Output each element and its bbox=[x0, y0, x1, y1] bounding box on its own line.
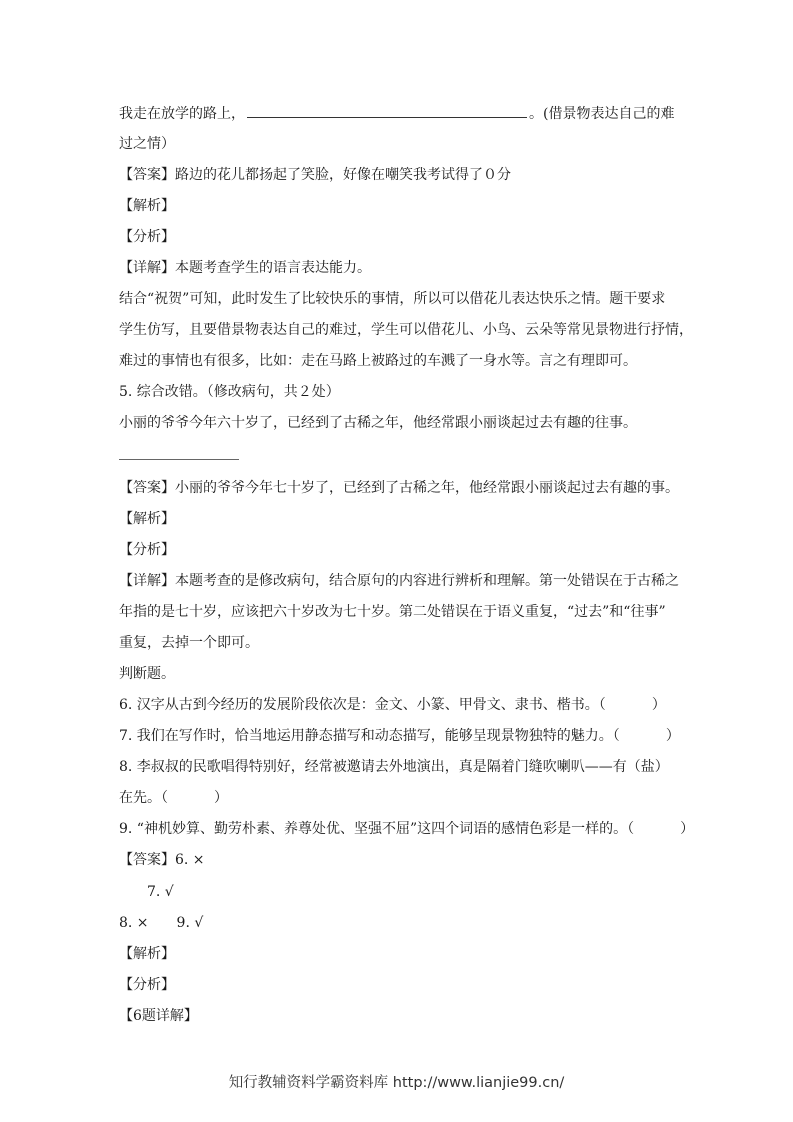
q5-answer: 【答案】小丽的爷爷今年七十岁了，已经到了古稀之年，他经常跟小丽谈起过去有趣的事。 bbox=[119, 480, 679, 496]
judge-q7 bbox=[119, 726, 680, 746]
judge-q8-line1: 8. 李叔叔的民歌唱得特别好，经常被邀请去外地演出，真是隔着门缝吹喇叭——有（盐） bbox=[119, 759, 669, 775]
answer-separator-line bbox=[119, 459, 239, 460]
judge-fenxi: 【分析】 bbox=[119, 977, 175, 993]
judge-q8-line2 bbox=[119, 788, 228, 808]
close-paren: ） bbox=[214, 790, 228, 806]
judge-q7-text: 7. 我们在写作时，恰当地运用静态描写和动态描写，能够呈现景物独特的魅力。（ bbox=[119, 728, 620, 744]
close-paren: ） bbox=[680, 821, 695, 837]
judge-q9-text: 9. “神机妙算、勤劳朴素、养尊处优、坚强不屈”这四个词语的感情色彩是一样的。（ bbox=[119, 821, 635, 837]
judge-q8-text: 在先。（ bbox=[119, 790, 168, 806]
footer-watermark: 知行教辅资料学霸资料库 http://www.lianjie99.cn/ bbox=[228, 1075, 565, 1091]
q5-detail-line: 重复，去掉一个即可。 bbox=[119, 635, 259, 651]
q5-title: 5. 综合改错。（修改病句，共２处） bbox=[119, 384, 340, 400]
judge-title: 判断题。 bbox=[119, 666, 175, 682]
judge-answer-line3: 8. × 9. √ bbox=[119, 915, 204, 931]
judge-q9 bbox=[119, 819, 694, 839]
q4-detail-line: 结合“祝贺”可知，此时发生了比较快乐的事情，所以可以借花儿表达快乐之情。题干要求 bbox=[119, 291, 666, 307]
q4-detail-head: 【详解】本题考查学生的语言表达能力。 bbox=[119, 260, 371, 276]
judge-q6 bbox=[119, 695, 666, 715]
judge-answer-line2: 7. √ bbox=[147, 884, 174, 900]
judge-answer-line1: 【答案】6. × bbox=[119, 852, 205, 868]
q4-detail-line: 学生仿写，且要借景物表达自己的难过，学生可以借花儿、小鸟、云朵等常见景物进行抒情， bbox=[119, 322, 693, 338]
judge-q6-text: 6. 汉字从古到今经历的发展阶段依次是：金文、小篆、甲骨文、隶书、楷书。（ bbox=[119, 697, 606, 713]
q5-jiexi: 【解析】 bbox=[119, 511, 175, 527]
q5-detail-line: 【详解】本题考查的是修改病句，结合原句的内容进行辨析和理解。第一处错误在于古稀之 bbox=[119, 573, 679, 589]
judge-jiexi: 【解析】 bbox=[119, 946, 175, 962]
q5-detail-line: 年指的是七十岁，应该把六十岁改为七十岁。第二处错误在于语义重复，“过去”和“往事” bbox=[119, 604, 666, 620]
q4-jiexi: 【解析】 bbox=[119, 198, 175, 214]
q4-prompt-line2: 过之情） bbox=[119, 136, 175, 152]
q4-fenxi: 【分析】 bbox=[119, 229, 175, 245]
q5-sentence: 小丽的爷爷今年六十岁了，已经到了古稀之年，他经常跟小丽谈起过去有趣的往事。 bbox=[119, 415, 637, 431]
judge-detail6: 【6题详解】 bbox=[119, 1008, 198, 1024]
q4-prompt bbox=[119, 103, 674, 124]
q5-fenxi: 【分析】 bbox=[119, 542, 175, 558]
q4-detail-line: 难过的事情也有很多，比如：走在马路上被路过的车溅了一身水等。言之有理即可。 bbox=[119, 353, 637, 369]
q4-answer: 【答案】路边的花儿都扬起了笑脸，好像在嘲笑我考试得了０分 bbox=[119, 167, 511, 183]
q4-prompt-after: 。(借景物表达自己的难 bbox=[529, 106, 675, 122]
close-paren: ） bbox=[651, 697, 666, 713]
q4-answer-blank bbox=[247, 103, 527, 118]
close-paren: ） bbox=[665, 728, 680, 744]
q4-prompt-before: 我走在放学的路上， bbox=[119, 106, 245, 122]
